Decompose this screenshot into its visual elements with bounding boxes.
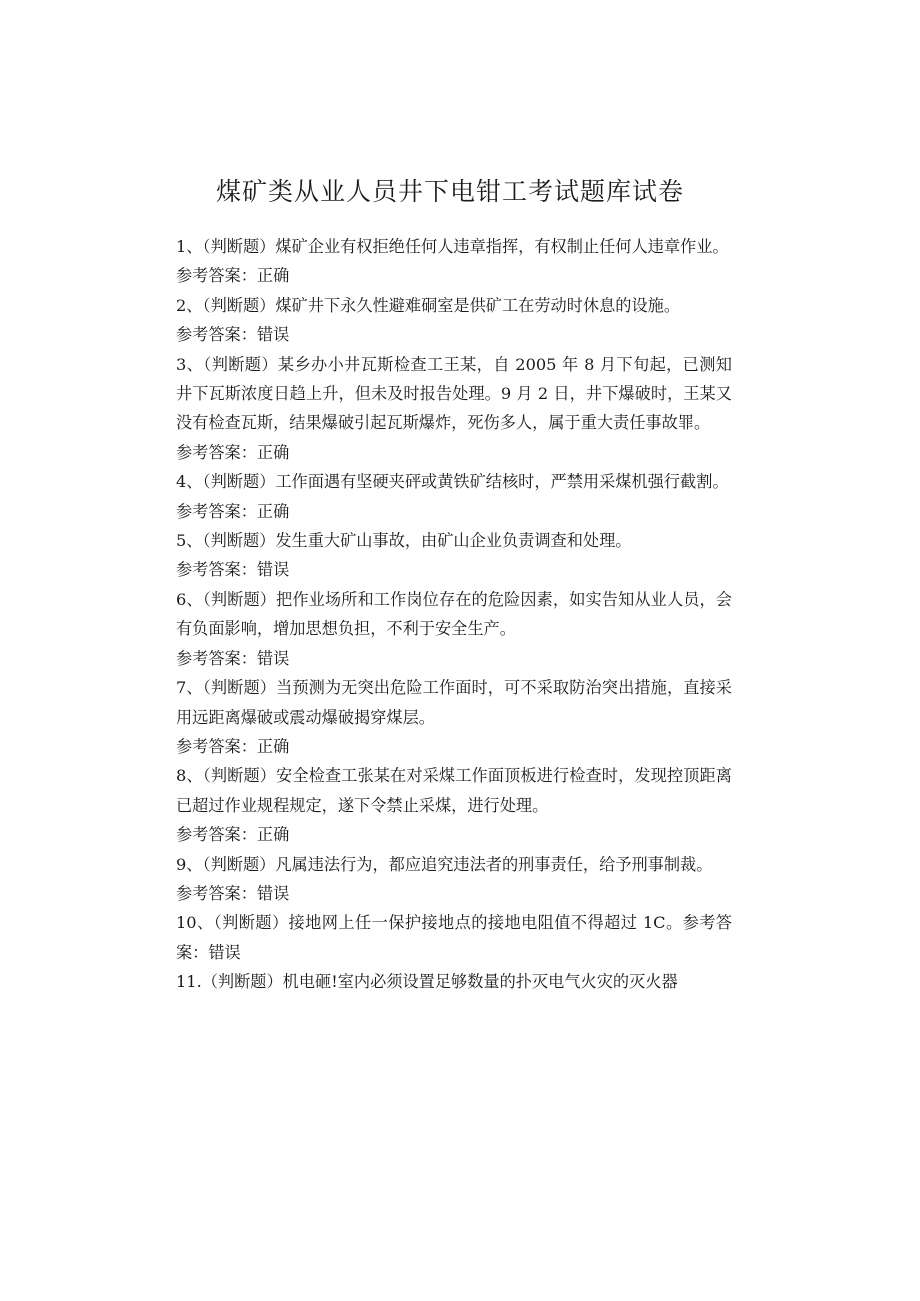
question-11: 11.（判断题）机电砸!室内必须设置足够数量的扑灭电气火灾的灭火器 bbox=[176, 972, 678, 992]
question-1: 1、（判断题）煤矿企业有权拒绝任何人违章指挥，有权制止任何人违章作业。 bbox=[176, 237, 729, 256]
answer-8: 参考答案：正确 bbox=[176, 825, 290, 845]
answer-7: 参考答案：正确 bbox=[176, 736, 290, 756]
page-title: 煤矿类从业人员井下电钳工考试题库试卷 bbox=[215, 177, 684, 206]
question-7: 7、（判断题）当预测为无突出危险工作面时，可不采取防治突出措施，直接采用远距离爆破或震动爆破揭穿煤层。 bbox=[176, 678, 732, 727]
question-6: 6、（判断题）把作业场所和工作岗位存在的危险因素，如实告知从业人员，会有负面影响，增加思想负担，不利于安全生产。 bbox=[176, 589, 732, 639]
answer-6: 参考答案：错误 bbox=[176, 648, 290, 668]
question-4: 4、（判断题）工作面遇有坚硬夹砰或黄铁矿结核时，严禁用采煤机强行截割。 bbox=[176, 472, 729, 492]
question-3: 3、（判断题）某乡办小井瓦斯检查工王某，自 2005 年 8 月下旬起，已测知井下瓦斯浓度日趋上升，但未及时报告处理。9 月 2 日，井下爆破时，王某又没有检查瓦斯，结果爆破引起瓦斯爆炸，死伤多人，属于重大责任事故罪。 bbox=[176, 354, 732, 433]
answer-4: 参考答案：正确 bbox=[176, 501, 290, 521]
question-9: 9、（判断题）凡属违法行为，都应追究违法者的刑事责任，给予刑事制裁。 bbox=[176, 854, 713, 874]
question-list bbox=[176, 232, 732, 997]
answer-3: 参考答案：正确 bbox=[176, 442, 290, 462]
question-8: 8、（判断题）安全检查工张某在对采煤工作面顶板进行检查时，发现控顶距离已超过作业规程规定，遂下令禁止采煤，进行处理。 bbox=[176, 766, 732, 815]
question-2: 2、（判断题）煤矿井下永久性避难硐室是供矿工在劳动时休息的设施。 bbox=[176, 295, 681, 315]
question-5: 5、（判断题）发生重大矿山事故，由矿山企业负责调查和处理。 bbox=[176, 531, 632, 551]
answer-1: 参考答案：正确 bbox=[176, 266, 290, 286]
answer-9: 参考答案：错误 bbox=[176, 883, 290, 903]
answer-2: 参考答案：错误 bbox=[176, 325, 290, 345]
answer-5: 参考答案：错误 bbox=[176, 560, 290, 580]
question-10: 10、（判断题）接地网上任一保护接地点的接地电阻值不得超过 1C。参考答案：错误 bbox=[176, 913, 732, 962]
